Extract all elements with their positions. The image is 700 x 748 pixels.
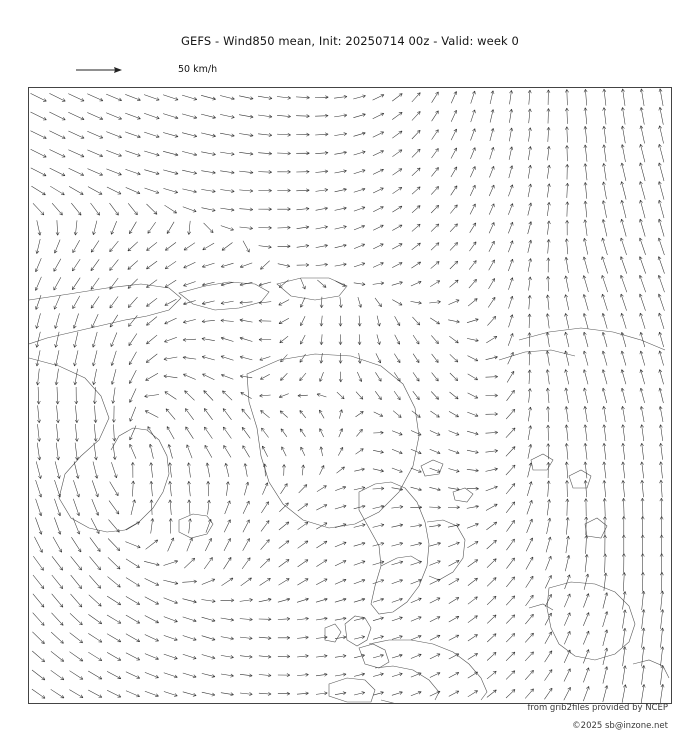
wind-map-panel[interactable] [28,87,672,704]
page-title: GEFS - Wind850 mean, Init: 20250714 00z - Valid: week 0 [181,34,519,48]
wind-vector-field [29,88,671,703]
data-source-credit: from grib2files provided by NCEP [527,703,668,713]
copyright-credit: ©2025 sb@inzone.net [572,721,668,731]
legend-reference-label: 50 km/h [178,64,218,75]
coastlines-layer [29,278,669,703]
wind-arrows-layer [31,89,665,703]
legend-reference-arrow-icon [74,62,124,78]
